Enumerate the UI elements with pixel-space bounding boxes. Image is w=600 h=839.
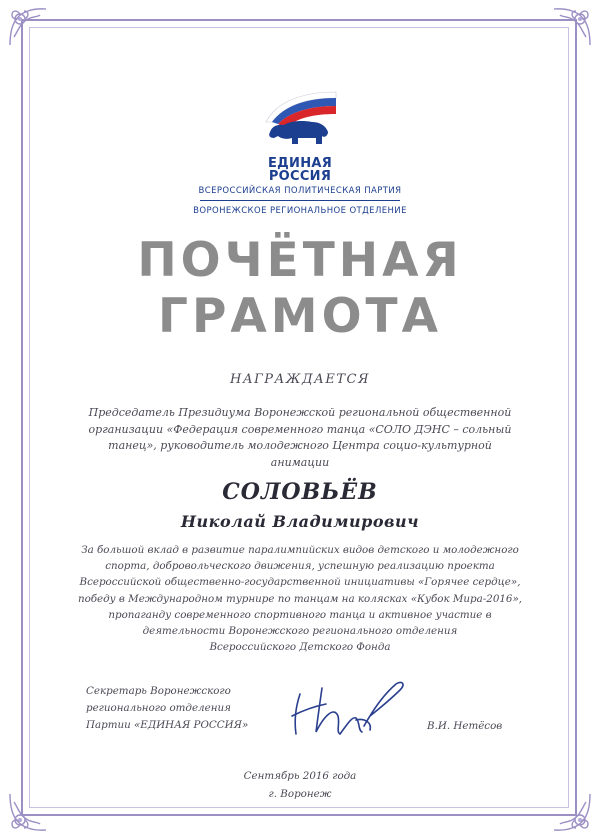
party-name-line2: РОССИЯ: [268, 169, 332, 184]
issue-city: г. Воронеж: [268, 788, 332, 800]
certificate-title-line2: ГРАМОТА: [158, 289, 442, 344]
certificate-title-line1: ПОЧЁТНАЯ: [137, 233, 463, 288]
reason-line: Всероссийского Детского Фонда: [209, 641, 391, 654]
party-name: [0, 157, 600, 183]
position-line: организации «Федерация современного танца «СОЛО ДЭНС – сольный: [88, 422, 512, 436]
signatory-title: [86, 683, 248, 734]
bear-flag-logo-icon: [262, 88, 340, 154]
party-subtitle: ВСЕРОССИЙСКАЯ ПОЛИТИЧЕСКАЯ ПАРТИЯ: [198, 186, 402, 196]
reason-line: деятельности Воронежского регионального отделения: [142, 625, 458, 638]
reason-line: спорта, добровольческого движения, успешную реализацию проекта: [105, 560, 495, 573]
awarded-label: НАГРАЖДАЕТСЯ: [229, 372, 370, 387]
reason-line: За большой вклад в развитие паралимпийских видов детского и молодежного: [81, 544, 519, 556]
reason-line: пропаганду современного спортивного танца и активное участие в: [108, 608, 492, 621]
handwritten-signature: [286, 676, 416, 744]
reason-line: Всероссийской общественно-государственной инициативы «Горячее сердце»,: [79, 576, 521, 589]
recipient-position: [80, 405, 520, 471]
signatory-name: В.И. Нетёсов: [427, 720, 503, 732]
recipient-given-names: Николай Владимирович: [180, 512, 420, 531]
corner-ornament-icon: [6, 5, 50, 49]
party-branch: ВОРОНЕЖСКОЕ РЕГИОНАЛЬНОЕ ОТДЕЛЕНИЕ: [193, 206, 407, 216]
signatory-title-line: Секретарь Воронежского: [86, 685, 231, 697]
reason-line: победу в Международном турнире по танцам на колясках «Кубок Мира-2016»,: [77, 592, 523, 605]
party-divider: [200, 200, 400, 201]
signatory-title-line: Партии «ЕДИНАЯ РОССИЯ»: [86, 719, 249, 731]
issue-date: Сентябрь 2016 года: [243, 770, 357, 782]
corner-ornament-icon: [550, 5, 594, 49]
party-name-line1: ЕДИНАЯ: [267, 156, 333, 171]
recipient-surname: СОЛОВЬЁВ: [222, 479, 378, 505]
signatory-title-line: регионального отделения: [86, 702, 231, 714]
position-line: танец», руководитель молодежного Центра социо-культурной анимации: [108, 439, 492, 469]
award-reason: [70, 542, 530, 655]
position-line: Председатель Президиума Воронежской региональной общественной: [88, 406, 512, 419]
